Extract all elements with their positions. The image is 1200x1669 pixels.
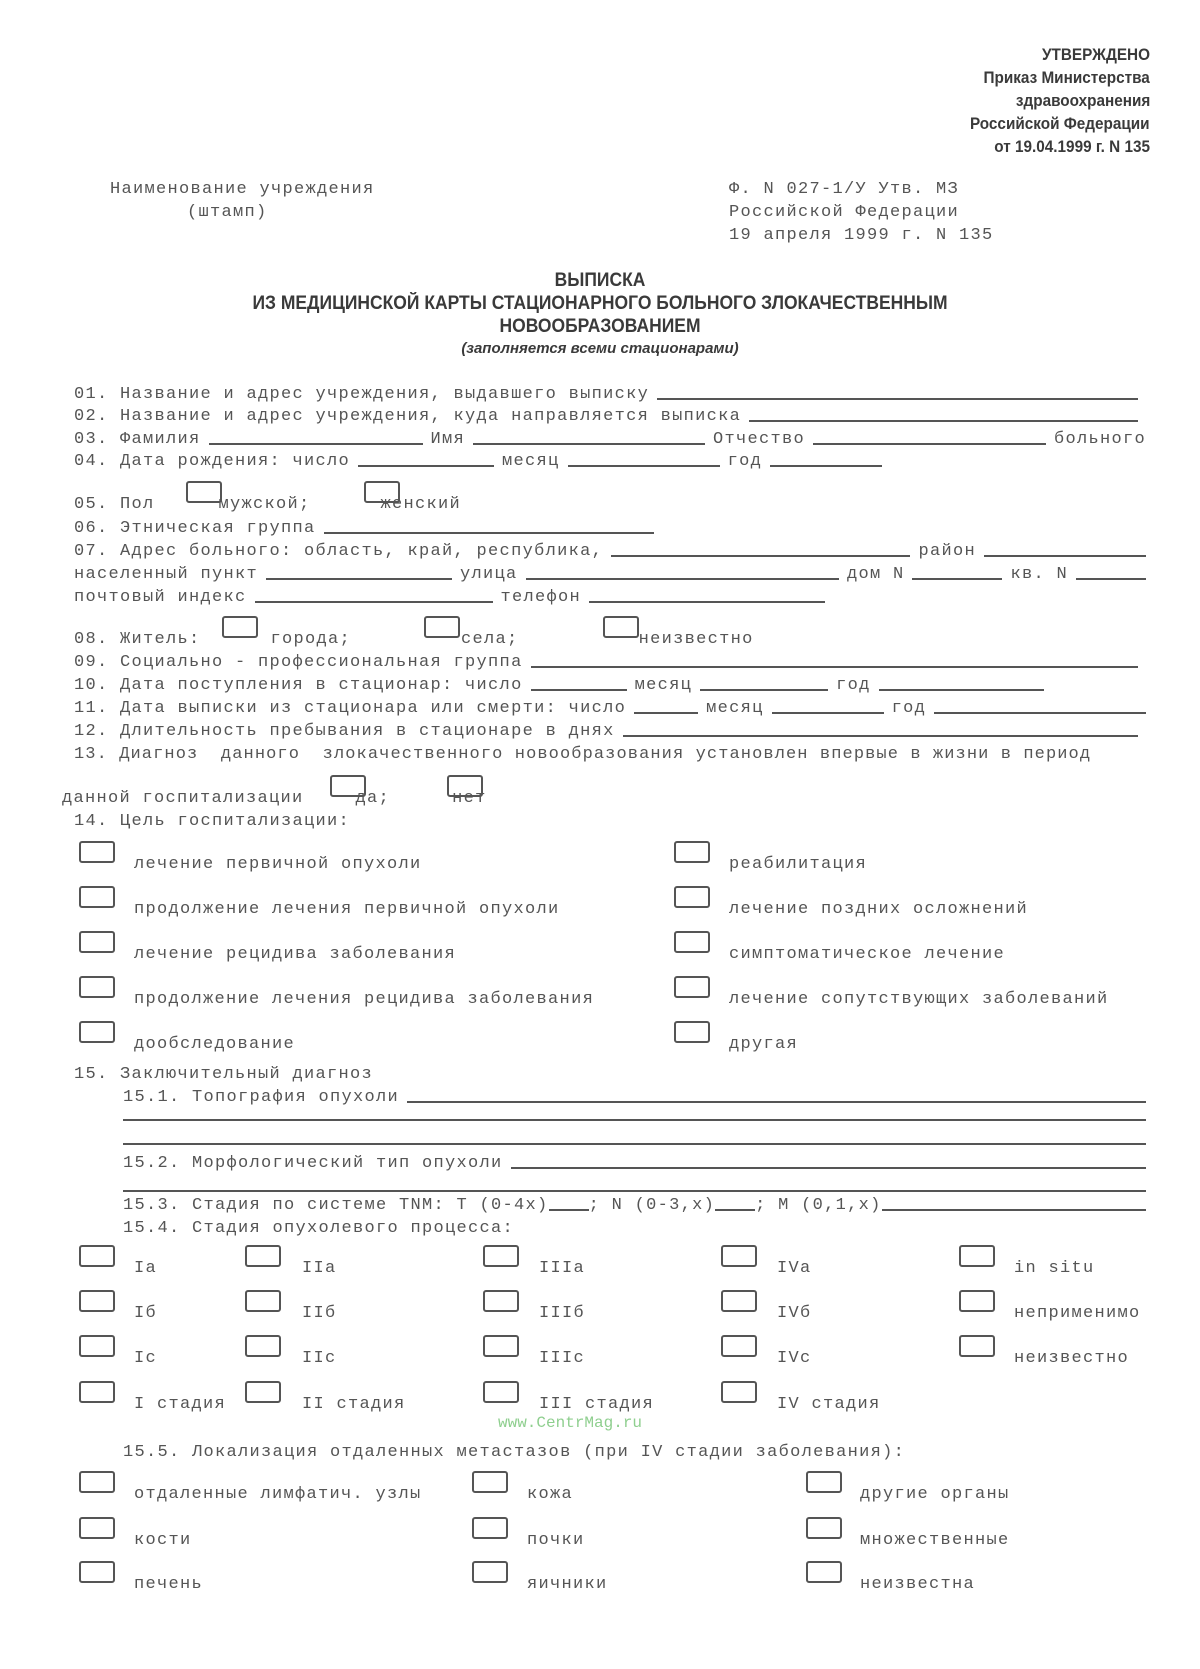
stage-option-label: IVc (777, 1349, 812, 1368)
patronymic-input[interactable] (813, 443, 1046, 445)
field-15-2: 15.2. Морфологический тип опухоли (123, 1151, 1146, 1173)
metastasis-option-label: неизвестна (860, 1575, 976, 1594)
form-ref: Ф. N 027-1/У Утв. МЗ (729, 180, 960, 199)
metastasis-option-checkbox[interactable] (79, 1561, 115, 1583)
social-group-input[interactable] (531, 666, 1138, 668)
purpose-option-label: продолжение лечения рецидива заболевания (134, 990, 595, 1009)
field-07: 07. Адрес больного: область, край, республика, район (74, 539, 1146, 561)
metastasis-option-checkbox[interactable] (472, 1561, 508, 1583)
stage-option-checkbox[interactable] (959, 1245, 995, 1267)
stage-option-checkbox[interactable] (245, 1245, 281, 1267)
birth-day-input[interactable] (358, 465, 494, 467)
field-14: 14. Цель госпитализации: (74, 812, 351, 831)
metastasis-option-checkbox[interactable] (806, 1561, 842, 1583)
approval-line: Приказ Министерства (983, 68, 1150, 87)
field-15-4: 15.4. Стадия опухолевого процесса: (123, 1219, 515, 1238)
tnm-m-input[interactable] (882, 1209, 1146, 1211)
doc-subtitle: (заполняется всеми стационарами) (461, 340, 739, 357)
stage-option-label: III стадия (539, 1395, 655, 1414)
purpose-option-label: продолжение лечения первичной опухоли (134, 900, 560, 919)
metastasis-option-checkbox[interactable] (79, 1517, 115, 1539)
birth-month-input[interactable] (568, 465, 720, 467)
metastasis-option-label: множественные (860, 1531, 1010, 1550)
stage-option-label: неприменимо (1014, 1304, 1141, 1323)
stage-option-checkbox[interactable] (483, 1381, 519, 1403)
purpose-option-label: лечение первичной опухоли (134, 855, 422, 874)
stage-option-checkbox[interactable] (959, 1290, 995, 1312)
field-03: 03. Фамилия Имя Отчество больного (74, 430, 1146, 449)
purpose-option-checkbox[interactable] (674, 931, 710, 953)
metastasis-option-label: яичники (527, 1575, 608, 1594)
stage-option-label: IIc (302, 1349, 337, 1368)
metastasis-option-label: отдаленные лимфатич. узлы (134, 1485, 422, 1504)
first-diagnosis-no-checkbox[interactable] (447, 775, 483, 797)
approval-heading: УТВЕРЖДЕНО (1041, 45, 1150, 64)
stage-option-label: IIб (302, 1304, 337, 1323)
stage-option-label: IVa (777, 1259, 812, 1278)
metastasis-option-checkbox[interactable] (806, 1471, 842, 1493)
purpose-option-checkbox[interactable] (674, 886, 710, 908)
metastasis-option-label: другие органы (860, 1485, 1010, 1504)
purpose-option-label: реабилитация (729, 855, 868, 874)
field-09: 09. Социально - профессиональная группа (74, 650, 1146, 672)
field-02: 02. Название и адрес учреждения, куда направляется выписка (74, 404, 1146, 426)
phone-input[interactable] (589, 601, 825, 603)
field-12: 12. Длительность пребывания в стационаре в днях (74, 719, 1146, 741)
stage-option-checkbox[interactable] (245, 1381, 281, 1403)
form-ref: Российской Федерации (729, 203, 960, 222)
purpose-option-label: лечение сопутствующих заболеваний (729, 990, 1109, 1009)
stage-option-checkbox[interactable] (721, 1381, 757, 1403)
stage-option-checkbox[interactable] (483, 1245, 519, 1267)
field-08: 08. Житель: города; села; неизвестно (74, 630, 754, 649)
stage-option-checkbox[interactable] (79, 1245, 115, 1267)
resident-unknown-checkbox[interactable] (603, 616, 639, 638)
stage-option-label: IIIб (539, 1304, 586, 1323)
field-06: 06. Этническая группа (74, 516, 1146, 538)
field-10: 10. Дата поступления в стационар: число месяц год (74, 673, 1146, 695)
field-11: 11. Дата выписки из стационара или смерти: число месяц год (74, 696, 1146, 718)
approval-line: здравоохранения (1015, 91, 1150, 110)
birth-year-input[interactable] (770, 465, 882, 467)
doc-title: ИЗ МЕДИЦИНСКОЙ КАРТЫ СТАЦИОНАРНОГО БОЛЬНОГО ЗЛОКАЧЕСТВЕННЫМ (252, 293, 948, 314)
first-diagnosis-yes-checkbox[interactable] (330, 775, 366, 797)
stage-option-label: IIa (302, 1259, 337, 1278)
metastasis-option-label: кости (134, 1531, 192, 1550)
stage-option-label: IIIc (539, 1349, 586, 1368)
stage-option-label: IVб (777, 1304, 812, 1323)
purpose-option-checkbox[interactable] (674, 1021, 710, 1043)
purpose-option-checkbox[interactable] (79, 841, 115, 863)
purpose-option-label: лечение рецидива заболевания (134, 945, 457, 964)
discharge-day-input[interactable] (634, 712, 698, 714)
stage-option-checkbox[interactable] (721, 1245, 757, 1267)
stage-option-label: II стадия (302, 1395, 406, 1414)
stamp-sub: (штамп) (187, 203, 268, 222)
field-07-postal: почтовый индекс телефон (74, 585, 1146, 607)
purpose-option-label: дообследование (134, 1035, 296, 1054)
stage-option-checkbox[interactable] (245, 1290, 281, 1312)
tnm-t-input[interactable] (549, 1209, 589, 1211)
purpose-option-label: другая (729, 1035, 799, 1054)
purpose-option-checkbox[interactable] (674, 841, 710, 863)
admit-day-input[interactable] (531, 689, 627, 691)
form-ref: 19 апреля 1999 г. N 135 (729, 226, 994, 245)
topography-line[interactable] (123, 1143, 1146, 1145)
topography-input[interactable] (407, 1101, 1146, 1103)
metastasis-option-label: почки (527, 1531, 585, 1550)
stage-option-checkbox[interactable] (721, 1290, 757, 1312)
metastasis-option-checkbox[interactable] (472, 1471, 508, 1493)
field-07-locality: населенный пункт улица дом N кв. N (74, 562, 1146, 584)
morphology-input[interactable] (511, 1167, 1146, 1169)
purpose-option-checkbox[interactable] (79, 886, 115, 908)
sex-male-checkbox[interactable] (186, 481, 222, 503)
resident-city-checkbox[interactable] (222, 616, 258, 638)
stage-option-label: in situ (1014, 1259, 1095, 1278)
tnm-n-input[interactable] (715, 1209, 755, 1211)
field-13-cont: данной госпитализации да; нет (62, 789, 487, 808)
stage-option-label: IIIa (539, 1259, 586, 1278)
field-01: 01. Название и адрес учреждения, выдавшего выписку (74, 382, 1146, 404)
admit-month-input[interactable] (700, 689, 828, 691)
resident-village-checkbox[interactable] (424, 616, 460, 638)
metastasis-option-label: кожа (527, 1485, 574, 1504)
field-04: 04. Дата рождения: число месяц год (74, 449, 1146, 471)
metastasis-option-checkbox[interactable] (806, 1517, 842, 1539)
doc-title: НОВООБРАЗОВАНИЕМ (499, 316, 701, 337)
house-input[interactable] (912, 578, 1002, 580)
street-input[interactable] (526, 578, 839, 580)
purpose-option-checkbox[interactable] (79, 931, 115, 953)
postcode-input[interactable] (255, 601, 493, 603)
stage-option-checkbox[interactable] (79, 1335, 115, 1357)
stage-option-checkbox[interactable] (245, 1335, 281, 1357)
approval-line: Российской Федерации (970, 114, 1150, 133)
purpose-option-checkbox[interactable] (79, 1021, 115, 1043)
name-input[interactable] (473, 443, 705, 445)
stage-option-label: IV стадия (777, 1395, 881, 1414)
field-15-1: 15.1. Топография опухоли (123, 1085, 1146, 1107)
stage-option-checkbox[interactable] (79, 1381, 115, 1403)
stage-option-checkbox[interactable] (721, 1335, 757, 1357)
surname-input[interactable] (209, 443, 423, 445)
apartment-input[interactable] (1076, 578, 1146, 580)
field-13: 13. Диагноз данного злокачественного новообразования установлен впервые в жизни в период (74, 745, 1092, 764)
discharge-year-input[interactable] (934, 712, 1146, 714)
purpose-option-label: симптоматическое лечение (729, 945, 1006, 964)
stage-option-label: Ia (134, 1259, 158, 1278)
metastasis-option-checkbox[interactable] (79, 1471, 115, 1493)
stay-days-input[interactable] (623, 735, 1138, 737)
locality-input[interactable] (266, 578, 452, 580)
topography-line[interactable] (123, 1119, 1146, 1121)
field-15-3: 15.3. Стадия по системе TNM: T (0-4x) ; N (0-3,x) ; M (0,1,x) (123, 1193, 1146, 1215)
stage-option-label: неизвестно (1014, 1349, 1130, 1368)
stage-option-label: Iб (134, 1304, 158, 1323)
recipient-input[interactable] (749, 420, 1138, 422)
field-05: 05. Пол мужской; женский (74, 495, 462, 514)
stage-option-label: Ic (134, 1349, 158, 1368)
ethnic-input[interactable] (324, 532, 654, 534)
metastasis-option-checkbox[interactable] (472, 1517, 508, 1539)
purpose-option-checkbox[interactable] (674, 976, 710, 998)
approval-line: от 19.04.1999 г. N 135 (994, 137, 1150, 156)
region-input[interactable] (611, 555, 910, 557)
purpose-option-label: лечение поздних осложнений (729, 900, 1029, 919)
discharge-month-input[interactable] (772, 712, 884, 714)
stage-option-checkbox[interactable] (79, 1290, 115, 1312)
stage-option-label: I стадия (134, 1395, 227, 1414)
sex-female-checkbox[interactable] (364, 481, 400, 503)
doc-title: ВЫПИСКА (554, 270, 646, 291)
stamp-label: Наименование учреждения (110, 180, 375, 199)
district-input[interactable] (984, 555, 1146, 557)
metastasis-option-label: печень (134, 1575, 204, 1594)
field-15: 15. Заключительный диагноз (74, 1065, 374, 1084)
purpose-option-checkbox[interactable] (79, 976, 115, 998)
stage-option-checkbox[interactable] (483, 1335, 519, 1357)
morphology-line[interactable] (123, 1190, 1146, 1192)
field-15-5: 15.5. Локализация отдаленных метастазов (при IV стадии заболевания): (123, 1443, 906, 1462)
watermark: www.CentrMag.ru (498, 1414, 643, 1432)
stage-option-checkbox[interactable] (483, 1290, 519, 1312)
issuer-input[interactable] (657, 398, 1138, 400)
admit-year-input[interactable] (879, 689, 1044, 691)
stage-option-checkbox[interactable] (959, 1335, 995, 1357)
